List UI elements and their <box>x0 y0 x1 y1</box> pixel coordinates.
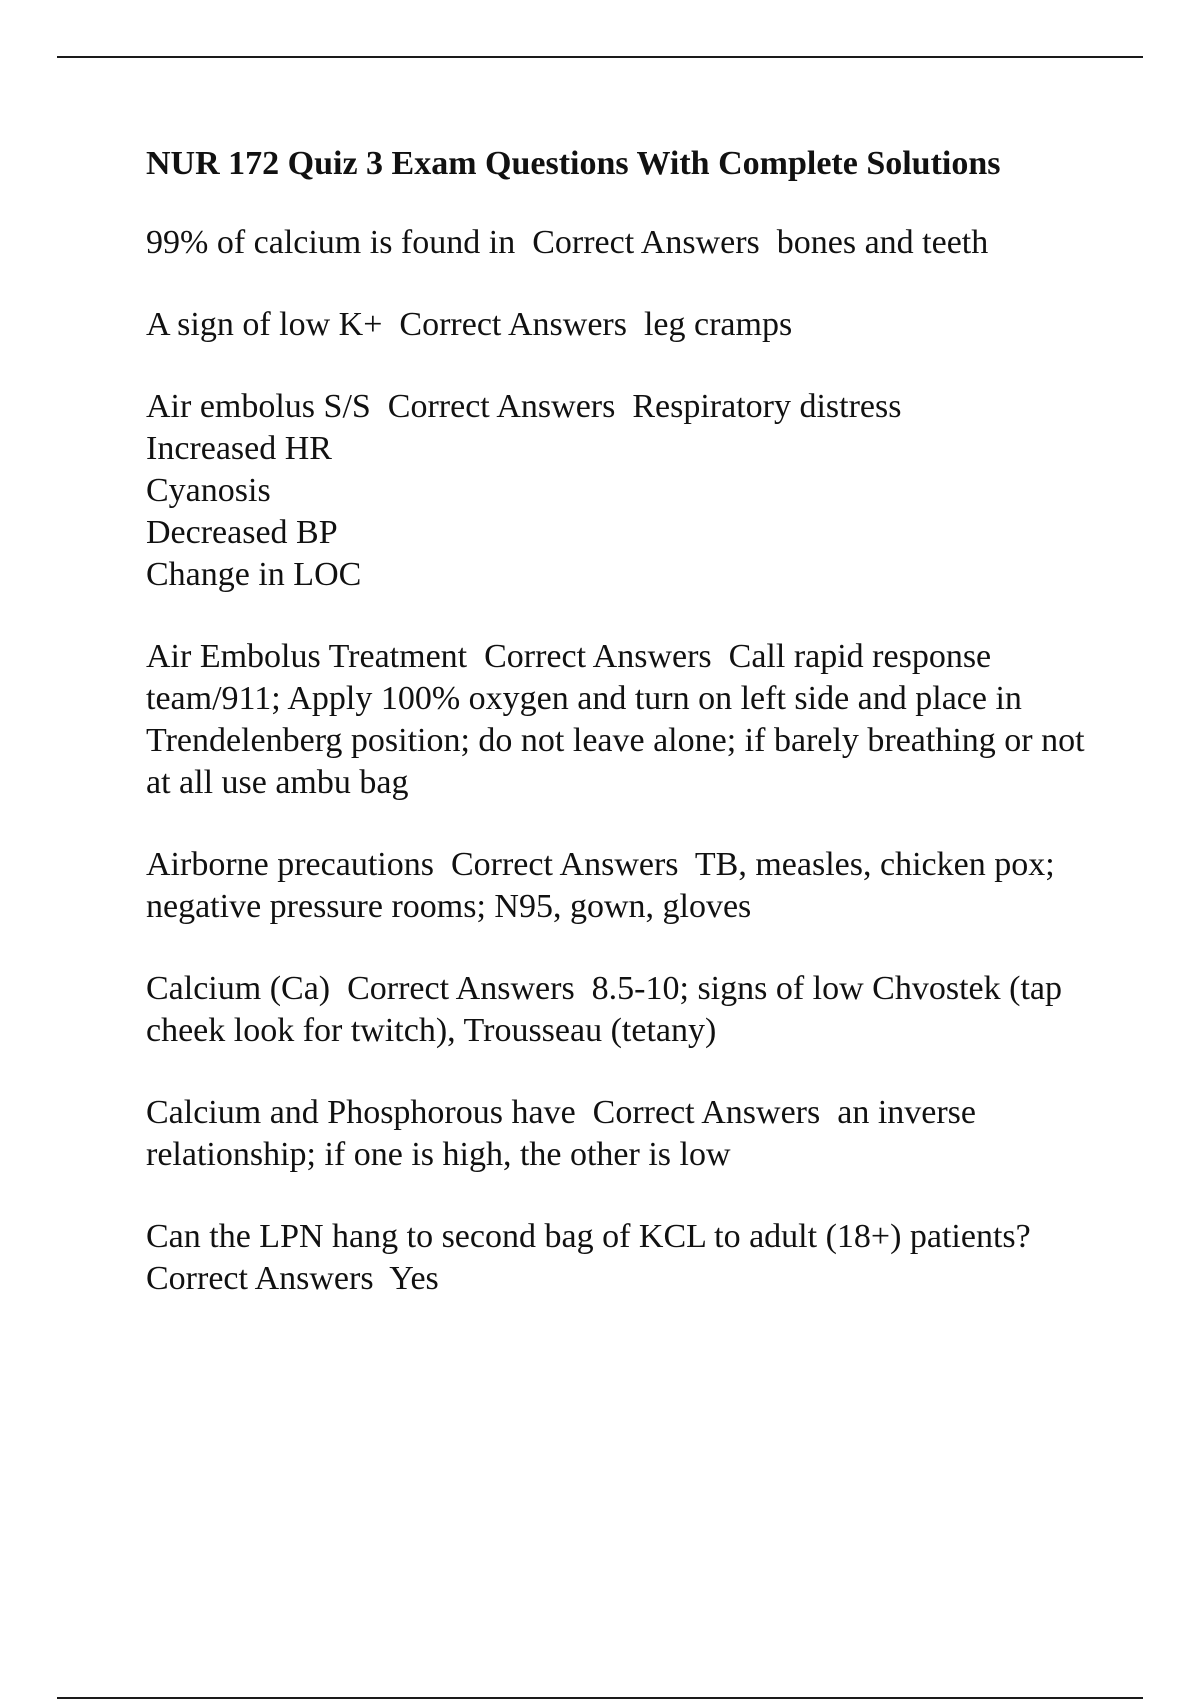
qa-entry: Calcium (Ca) Correct Answers 8.5-10; signs of low Chvostek (tap cheek look for twitch), Trousseau (tetany) <box>146 970 1071 1049</box>
qa-entry: 99% of calcium is found in Correct Answers bones and teeth <box>146 224 989 261</box>
qa-entry: A sign of low K+ Correct Answers leg cramps <box>146 306 793 343</box>
qa-entry: Airborne precautions Correct Answers TB, measles, chicken pox; negative pressure rooms; N95, gown, gloves <box>146 846 1064 925</box>
top-divider <box>57 56 1143 58</box>
document-title: NUR 172 Quiz 3 Exam Questions With Complete Solutions <box>146 145 1001 182</box>
qa-entry: Air embolus S/S Correct Answers Respiratory distress Increased HR Cyanosis Decreased BP Change in LOC <box>146 388 902 593</box>
qa-entry: Can the LPN hang to second bag of KCL to adult (18+) patients? Correct Answers Yes <box>146 1218 1048 1297</box>
bottom-divider <box>57 1697 1143 1699</box>
qa-entry: Calcium and Phosphorous have Correct Answers an inverse relationship; if one is high, the other is low <box>146 1094 985 1173</box>
document-body <box>146 140 1106 1300</box>
qa-entry: Air Embolus Treatment Correct Answers Call rapid response team/911; Apply 100% oxygen and turn on left side and place in Trendelenberg position; do not leave alone; if barely breathing or not at all use ambu bag <box>146 638 1094 801</box>
